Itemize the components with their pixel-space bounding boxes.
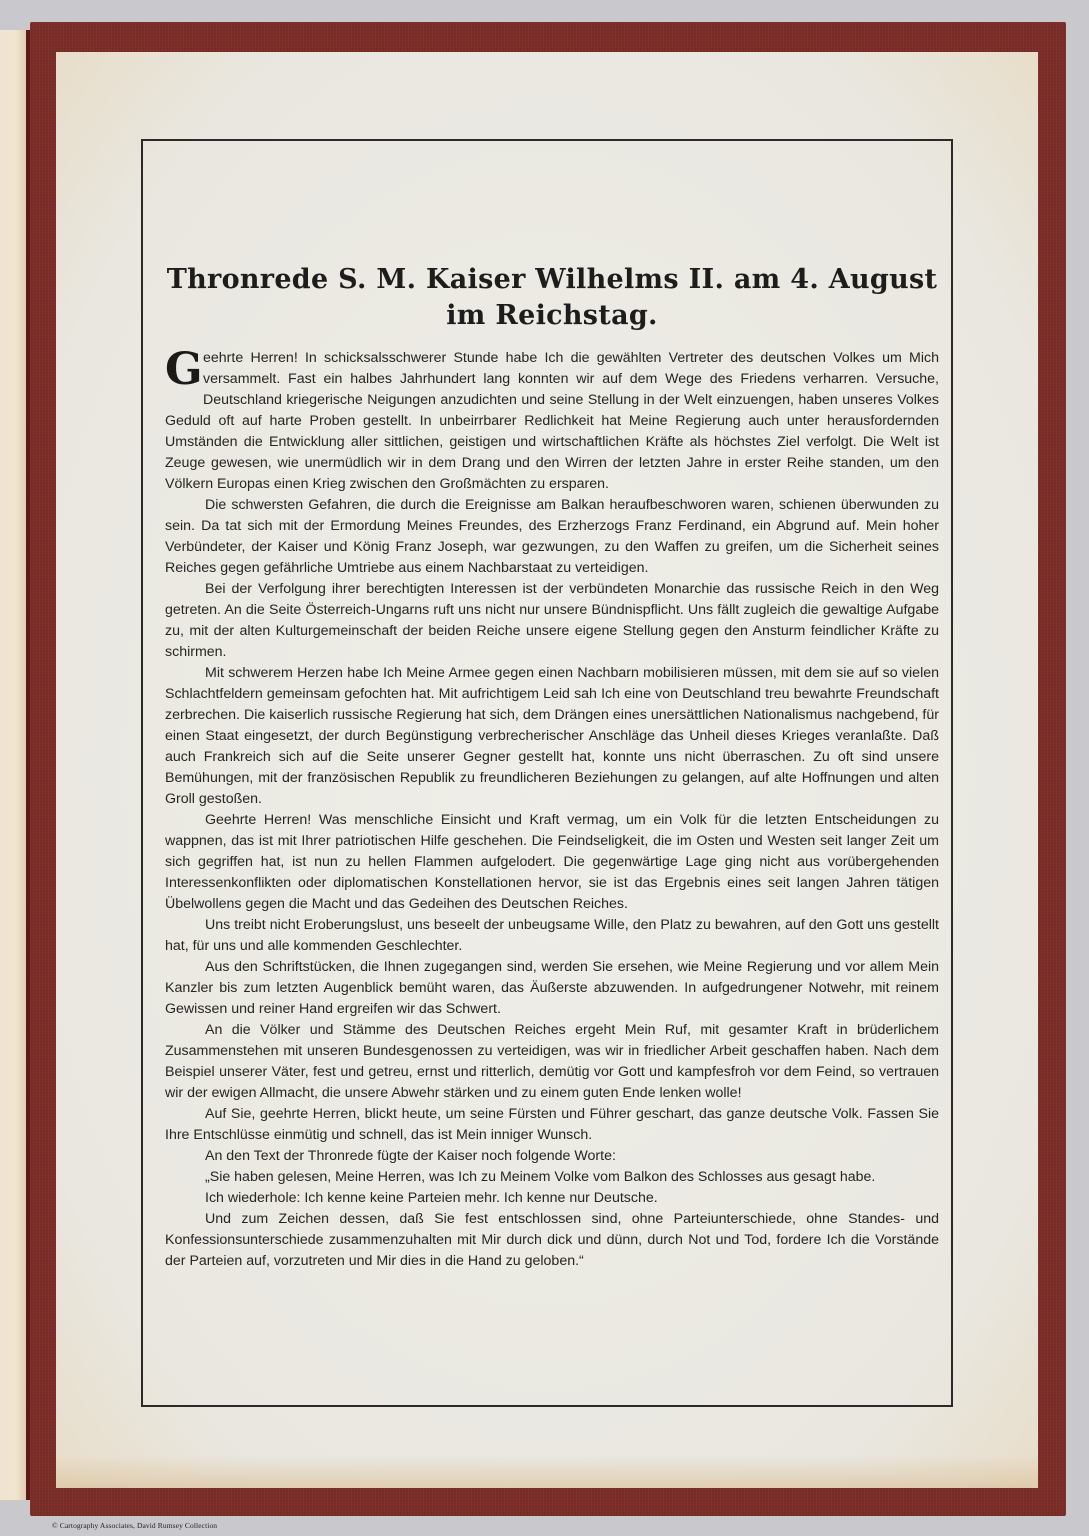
speech-body <box>165 344 939 1272</box>
paragraph-12: Ich wiederhole: Ich kenne keine Parteien mehr. Ich kenne nur Deutsche. <box>205 1190 658 1206</box>
paragraph-6: Uns treibt nicht Eroberungslust, uns beseelt der unbeugsame Wille, den Platz zu bewahren, auf den Gott uns gestellt hat, für uns und alle kommenden Geschlechter. <box>165 917 939 954</box>
paragraph-13-quote-end: Und zum Zeichen dessen, daß Sie fest entschlossen sind, ohne Parteiunterschiede, ohne Standes- und Konfessionsunterschiede zusammenzuhalten mit Mir durch dick und dünn, durch Not und Tod, fordere Ich die Vorstände der Parteien auf, vorzutreten und Mir dies in die Hand zu geloben.“ <box>165 1211 939 1269</box>
copyright-credit: © Cartography Associates, David Rumsey Collection <box>52 1521 218 1530</box>
paragraph-1: Geehrte Herren! In schicksalsschwerer Stunde habe Ich die gewählten Vertreter des deutschen Volkes um Mich versammelt. Fast ein halbes Jahrhundert lang konnten wir auf dem Wege des Friedens verharren. Versuche, Deutschland kriegerische Neigungen anzudichten und seine Stellung in der Welt einzuengen, haben unseres Volkes Geduld oft auf harte Proben gestellt. In unbeirrbarer Redlichkeit hat Meine Regierung auch unter herausfordernden Umständen die Entwicklung aller sittlichen, geistigen und wirtschaftlichen Kräfte als höchstes Ziel verfolgt. Die Welt ist Zeuge gewesen, wie unermüdlich wir in dem Drang und den Wirren der letzten Jahre in erster Reihe standen, um den Völkern Europas einen Krieg zwischen den Großmächten zu ersparen. <box>165 344 939 492</box>
paragraph-11-quote-start: „Sie haben gelesen, Meine Herren, was Ich zu Meinem Volke vom Balkon des Schlosses aus gesagt habe. <box>205 1169 876 1185</box>
document-content <box>165 262 939 1272</box>
paragraph-9: Auf Sie, geehrte Herren, blickt heute, um seine Fürsten und Führer geschart, das ganze deutsche Volk. Fassen Sie Ihre Entschlüsse einmütig und schnell, das ist Mein inniger Wunsch. <box>165 1106 939 1143</box>
paragraph-10: An den Text der Thronrede fügte der Kaiser noch folgende Worte: <box>205 1148 616 1164</box>
paragraph-5: Geehrte Herren! Was menschliche Einsicht und Kraft vermag, um ein Volk für die letzten Entscheidungen zu wappnen, das ist mit Ihrer patriotischen Hilfe geschehen. Die Feindseligkeit, die im Osten und Westen seit langer Zeit um sich gegriffen hat, ist nun zu hellen Flammen aufgelodert. Die gegenwärtige Lage ging nicht aus vorübergehenden Interessenkonflikten oder diplomatischen Konstellationen hervor, sie ist das Ergebnis eines seit langen Jahren tätigen Übelwollens gegen die Macht und das Gedeihen des Deutschen Reiches. <box>165 812 939 912</box>
drop-cap: G <box>165 344 203 395</box>
paragraph-4: Mit schwerem Herzen habe Ich Meine Armee gegen einen Nachbarn mobilisieren müssen, mit dem sie auf so vielen Schlachtfeldern gemeinsam gefochten hat. Mit aufrichtigem Leid sah Ich eine von Deutschland treu bewahrte Freundschaft zerbrechen. Die kaiserlich russische Regierung hat sich, dem Drängen eines unersättlichen Nationalismus nachgebend, für einen Staat eingesetzt, der durch Begünstigung verbrecherischer Anschläge das Unheil dieses Krieges veranlaßte. Daß auch Frankreich sich auf die Seite unserer Gegner gestellt hat, konnte uns nicht überraschen. Zu oft sind unsere Bemühungen, mit der französischen Republik zu freundlicheren Beziehungen zu gelangen, auf alte Hoffnungen und alten Groll gestoßen. <box>165 665 939 807</box>
document-title: Thronrede S. M. Kaiser Wilhelms II. am 4. August im Reichstag. <box>166 264 938 331</box>
paragraph-3: Bei der Verfolgung ihrer berechtigten Interessen ist der verbündeten Monarchie das russische Reich in den Weg getreten. An die Seite Österreich-Ungarns ruft uns nicht nur unsere Bündnispflicht. Uns fällt zugleich die gewaltige Aufgabe zu, mit der alten Kulturgemeinschaft der beiden Reiche unsere eigene Stellung gegen den Ansturm feindlicher Kräfte zu schirmen. <box>165 581 939 660</box>
paragraph-7: Aus den Schriftstücken, die Ihnen zugegangen sind, werden Sie ersehen, wie Meine Regierung und vor allem Mein Kanzler bis zum letzten Augenblick bemüht waren, das Äußerste abzuwenden. In aufgedrungener Notwehr, mit reinem Gewissen und reiner Hand ergreifen wir das Schwert. <box>165 959 939 1017</box>
adjacent-page-edge <box>0 30 28 1500</box>
paper-edge-stain <box>56 1455 1038 1488</box>
paragraph-2: Die schwersten Gefahren, die durch die Ereignisse am Balkan heraufbeschworen waren, schienen überwunden zu sein. Da tat sich mit der Ermordung Meines Freundes, des Erzherzogs Franz Ferdinand, ein Abgrund auf. Mein hoher Verbündeter, der Kaiser und König Franz Joseph, war gezwungen, zu den Waffen zu greifen, um die Sicherheit seines Reiches gegen gefährliche Umtriebe aus einem Nachbarstaat zu verteidigen. <box>165 497 939 576</box>
paragraph-8: An die Völker und Stämme des Deutschen Reiches ergeht Mein Ruf, mit gesamter Kraft in brüderlichem Zusammenstehen mit unseren Bundesgenossen zu verteidigen, was wir in friedlicher Arbeit geschaffen haben. Nach dem Beispiel unserer Väter, fest und getreu, ernst und ritterlich, demütig vor Gott und kampfesfroh vor dem Feind, so vertrauen wir der ewigen Allmacht, die unsere Abwehr stärken und zu einem guten Ende lenken wolle! <box>165 1022 939 1101</box>
